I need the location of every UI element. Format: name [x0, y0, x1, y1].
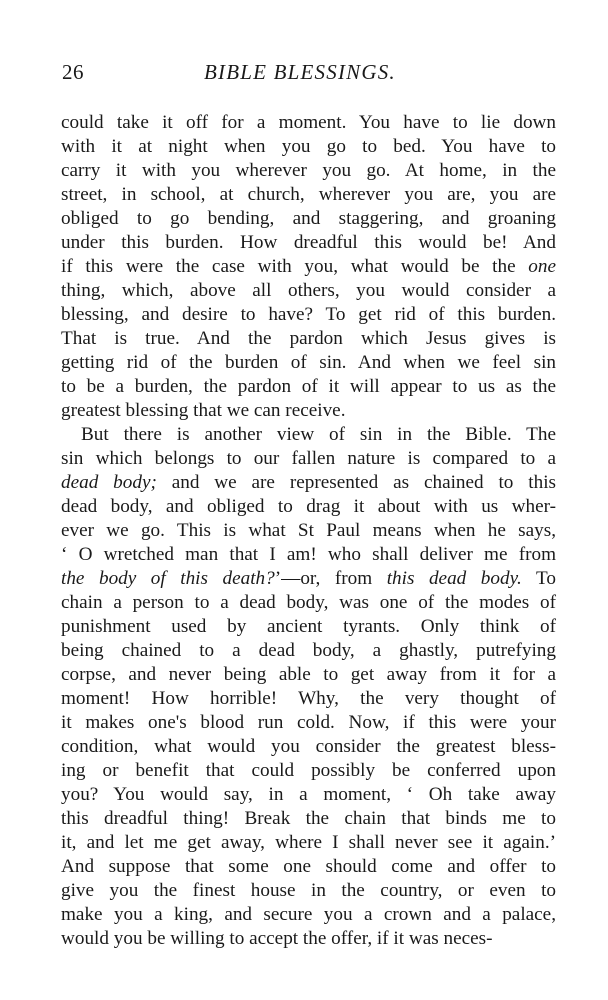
text-segment: it makes one's blood run cold. Now, if this were your — [61, 712, 556, 733]
text-line — [61, 303, 556, 327]
text-line — [61, 279, 556, 303]
text-line — [61, 855, 556, 879]
text-line — [61, 903, 556, 927]
text-line — [61, 327, 556, 351]
text-segment: moment! How horrible! Why, the very thought of — [61, 688, 556, 709]
text-line — [61, 351, 556, 375]
page-number: 26 — [62, 60, 84, 84]
text-segment: and we are represented as chained to this — [156, 472, 556, 493]
text-segment: if this were the case with you, what would be the — [61, 256, 529, 277]
text-segment: being chained to a dead body, a ghastly, putrefying — [61, 640, 556, 661]
text-line — [61, 615, 556, 639]
text-segment: with it at night when you go to bed. You have to — [61, 136, 556, 157]
text-segment: corpse, and never being able to get away from it for a — [61, 664, 556, 685]
text-segment: to be a burden, the pardon of it will appear to us as the — [61, 376, 556, 397]
text-segment: chain a person to a dead body, was one of the modes of — [61, 592, 556, 613]
text-line — [61, 495, 556, 519]
page-header — [62, 60, 554, 86]
text-segment: street, in school, at church, wherever you are, you are — [61, 184, 556, 205]
text-line — [61, 375, 556, 399]
text-line — [61, 927, 556, 951]
text-line — [61, 255, 556, 279]
text-segment: getting rid of the burden of sin. And when we feel sin — [61, 352, 556, 373]
text-segment: give you the finest house in the country, or even to — [61, 880, 556, 901]
italic-text: one — [528, 256, 556, 277]
text-line — [61, 111, 556, 135]
text-segment: under this burden. How dreadful this would be! And — [61, 232, 556, 253]
text-line — [61, 207, 556, 231]
text-segment: ’—or, from — [274, 568, 387, 589]
text-line — [61, 159, 556, 183]
text-segment: ‘ O wretched man that I am! who shall deliver me from — [61, 544, 556, 565]
text-segment: sin which belongs to our fallen nature is compared to a — [61, 448, 556, 469]
text-segment: And suppose that some one should come and offer to — [61, 856, 556, 877]
text-segment: That is true. And the pardon which Jesus gives is — [61, 328, 556, 349]
italic-text: the body of this death? — [61, 568, 275, 589]
text-line — [61, 543, 556, 567]
text-segment: ing or benefit that could possibly be conferred upon — [61, 760, 556, 781]
text-segment: would you be willing to accept the offer, if it was neces- — [61, 928, 493, 949]
text-segment: But there is another view of sin in the Bible. The — [81, 424, 556, 445]
italic-text: dead body; — [61, 472, 157, 493]
text-line — [61, 183, 556, 207]
text-line — [61, 831, 556, 855]
running-title: BIBLE BLESSINGS. — [204, 60, 396, 84]
text-line — [61, 879, 556, 903]
text-line — [61, 567, 556, 591]
body-text — [61, 111, 556, 951]
text-line — [61, 735, 556, 759]
text-line — [61, 399, 556, 423]
text-segment: make you a king, and secure you a crown and a palace, — [61, 904, 556, 925]
text-segment: To — [521, 568, 556, 589]
text-line — [61, 687, 556, 711]
text-line — [61, 711, 556, 735]
text-line — [61, 807, 556, 831]
text-line — [61, 231, 556, 255]
text-line — [61, 471, 556, 495]
text-line — [61, 663, 556, 687]
text-segment: condition, what would you consider the greatest bless- — [61, 736, 556, 757]
text-segment: blessing, and desire to have? To get rid of this burden. — [61, 304, 556, 325]
text-line — [61, 639, 556, 663]
text-line — [61, 759, 556, 783]
text-segment: greatest blessing that we can receive. — [61, 400, 346, 421]
text-segment: dead body, and obliged to drag it about with us wher- — [61, 496, 556, 517]
italic-text: this dead body. — [386, 568, 522, 589]
text-line — [61, 447, 556, 471]
text-line — [61, 423, 556, 447]
text-segment: this dreadful thing! Break the chain that binds me to — [61, 808, 556, 829]
text-segment: punishment used by ancient tyrants. Only think of — [61, 616, 556, 637]
text-segment: it, and let me get away, where I shall never see it again.’ — [61, 832, 556, 853]
text-line — [61, 519, 556, 543]
text-segment: carry it with you wherever you go. At home, in the — [61, 160, 556, 181]
text-segment: you? You would say, in a moment, ‘ Oh take away — [61, 784, 556, 805]
text-segment: could take it off for a moment. You have to lie down — [61, 112, 556, 133]
text-segment: thing, which, above all others, you would consider a — [61, 280, 556, 301]
text-segment: obliged to go bending, and staggering, and groaning — [61, 208, 556, 229]
text-line — [61, 135, 556, 159]
text-line — [61, 591, 556, 615]
text-line — [61, 783, 556, 807]
text-segment: ever we go. This is what St Paul means when he says, — [61, 520, 556, 541]
